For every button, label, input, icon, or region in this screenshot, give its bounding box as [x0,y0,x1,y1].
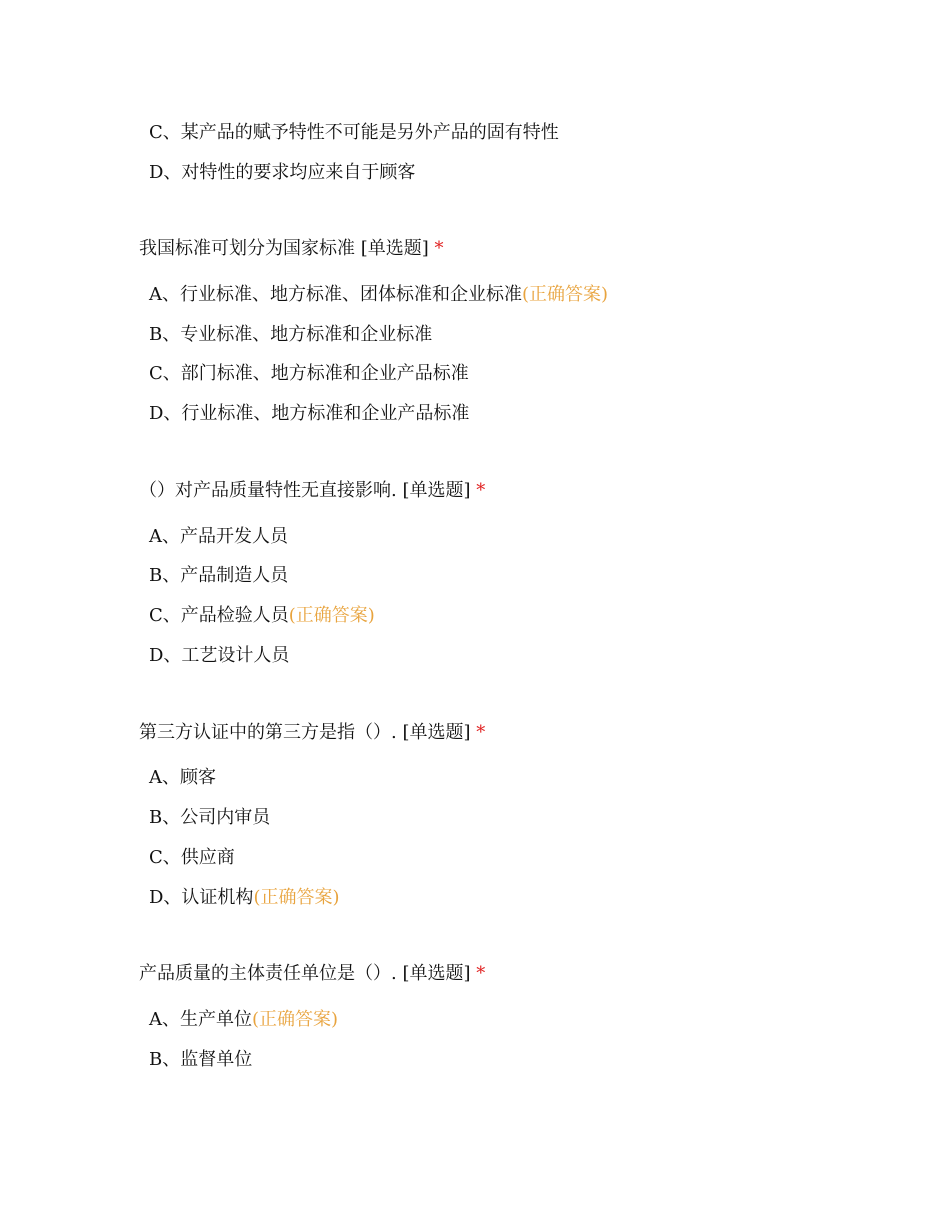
option-item [149,1048,252,1072]
option-item [149,1008,338,1032]
option-text: B、产品制造人员 [149,565,289,586]
option-text: D、认证机构 [149,887,254,908]
option-text: C、产品检验人员 [149,605,289,626]
option-item [149,564,288,588]
required-mark: * [476,722,486,743]
question-text: （）对产品质量特性无直接影响. [139,480,397,501]
option-text: B、监督单位 [149,1049,253,1070]
required-mark: * [434,238,444,259]
option-item [149,806,270,830]
option-item [149,362,469,386]
option-text: B、专业标准、地方标准和企业标准 [149,324,433,345]
question-title [139,237,444,261]
option-text: C、部门标准、地方标准和企业产品标准 [149,363,469,384]
correct-answer-mark: (正确答案) [288,605,375,626]
option-item [149,766,216,790]
required-mark: * [476,480,486,501]
option-item [149,846,235,870]
option-item [149,121,559,145]
option-item [149,283,608,307]
question-text: 第三方认证中的第三方是指（）. [139,722,397,743]
question-type-tag: [单选题] [360,238,429,259]
option-text: A、行业标准、地方标准、团体标准和企业标准 [149,284,522,305]
question-type-tag: [单选题] [402,722,471,743]
option-text: C、某产品的赋予特性不可能是另外产品的固有特性 [149,122,559,143]
correct-answer-mark: (正确答案) [522,284,609,305]
question-title [139,962,485,986]
option-item [149,644,289,668]
option-text: A、生产单位 [149,1009,252,1030]
option-text: A、产品开发人员 [149,526,288,547]
question-type-tag: [单选题] [402,963,471,984]
question-text: 我国标准可划分为国家标准 [139,238,355,259]
option-text: D、行业标准、地方标准和企业产品标准 [149,403,470,424]
option-item [149,604,375,628]
option-text: C、供应商 [149,847,235,868]
correct-answer-mark: (正确答案) [252,1009,339,1030]
option-text: B、公司内审员 [149,807,271,828]
option-text: D、工艺设计人员 [149,645,290,666]
option-item [149,402,469,426]
required-mark: * [476,963,486,984]
question-type-tag: [单选题] [402,480,471,501]
option-text: A、顾客 [149,767,216,788]
correct-answer-mark: (正确答案) [253,887,340,908]
question-text: 产品质量的主体责任单位是（）. [139,963,397,984]
question-title [139,721,485,745]
option-item [149,161,415,185]
option-item [149,323,432,347]
option-item [149,525,288,549]
option-item [149,886,339,910]
option-text: D、对特性的要求均应来自于顾客 [149,162,416,183]
question-title [139,479,485,503]
